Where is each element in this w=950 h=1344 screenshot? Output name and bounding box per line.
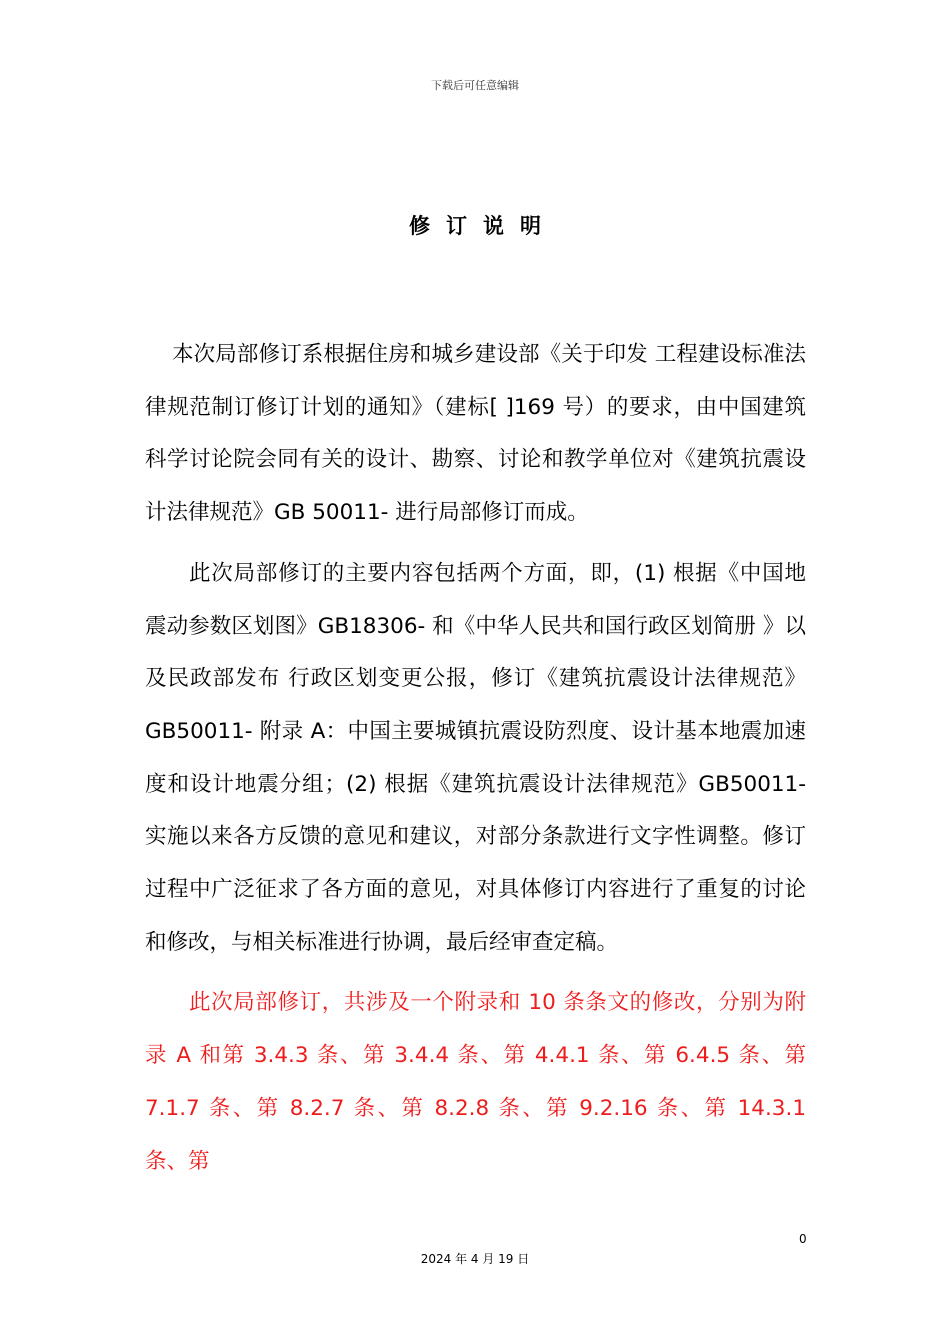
paragraph-1: 本次局部修订系根据住房和城乡建设部《关于印发 工程建设标准法律规范制订修订计划的通知》（建标[ ]169 号）的要求，由中国建筑科学讨论院会同有关的设计、勘察、讨论和教学单位对《建筑抗震设计法律规范》GB 50011- 进行局部修订而成。 [145,342,806,526]
paragraph-2: 此次局部修订的主要内容包括两个方面，即，(1) 根据《中国地震动参数区划图》GB18306- 和《中华人民共和国行政区划简册 》以及民政部发布 行政区划变更公报，修订《建筑抗震设计法律规范》GB50011- 附录 A：中国主要城镇抗震设防烈度、设计基本地震加速度和设计地震分组；(2) 根据《建筑抗震设计法律规范》GB50011- 实施以来各方反馈的意见和建议，对部分条款进行文字性调整。修订过程中广泛征求了各方面的意见，对具体修订内容进行了重复的讨论和修改，与相关标准进行协调，最后经审查定稿。 [145,560,806,955]
page-title: 修订说明 [409,214,557,238]
page-header: 下载后可任意编辑 [431,79,519,92]
document-body [145,329,806,1196]
page-number: 0 [799,1232,807,1246]
paragraph-3-highlighted: 此次局部修订，共涉及一个附录和 10 条条文的修改，分别为附录 A 和第 3.4.3 条、第 3.4.4 条、第 4.4.1 条、第 6.4.5 条、第 7.1.7 条、第 8.2.7 条、第 8.2.8 条、第 9.2.16 条、第 14.3.1 条、第 [145,990,806,1174]
footer-date: 2024 年 4 月 19 日 [420,1252,530,1266]
